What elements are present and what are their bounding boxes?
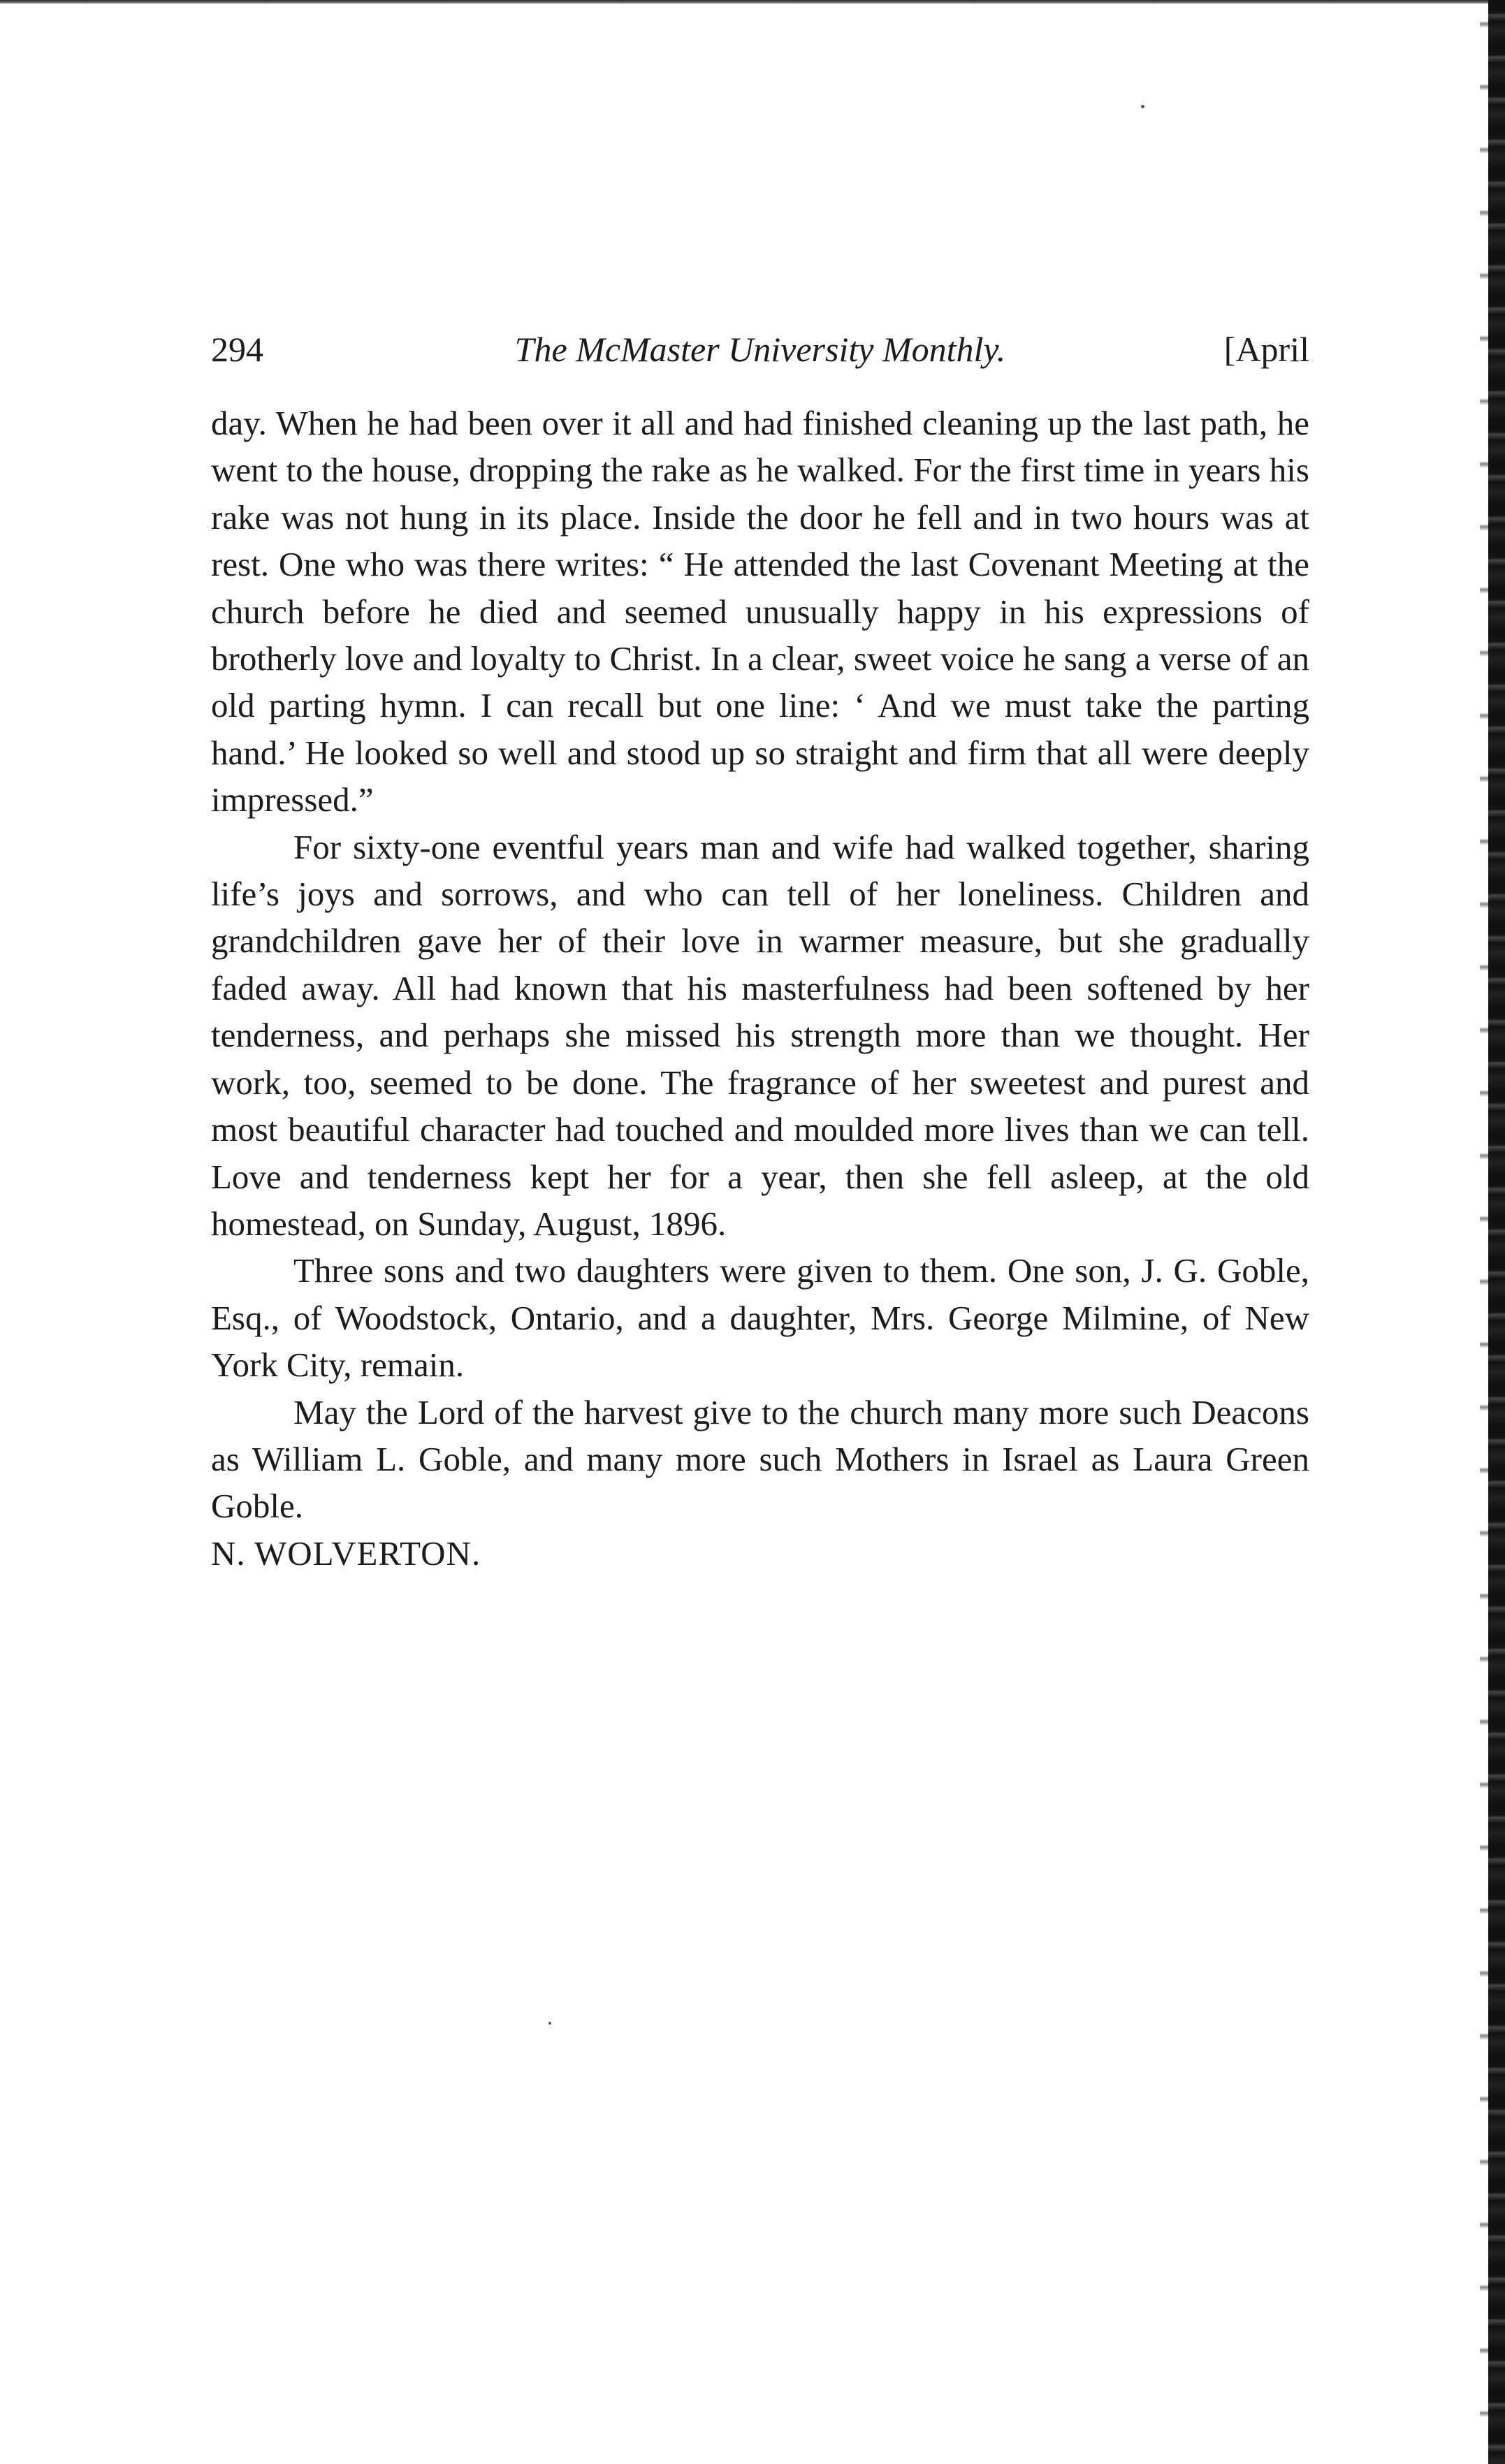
- scan-top-edge: [0, 0, 1505, 4]
- header-month: [April: [1223, 330, 1309, 369]
- paragraph: Three sons and two daughters were given to them. One son, J. G. Goble, Esq., of Woodstock, Ontario, and a daughter, Mrs. George Milmine, of New York City, remain.: [211, 1251, 1309, 1385]
- scan-right-edge: [1488, 0, 1505, 2464]
- running-title: The McMaster University Monthly.: [514, 330, 1006, 369]
- article-body: [211, 400, 1309, 1577]
- paragraph: For sixty-one eventful years man and wife had walked together, sharing life’s joys and sorrows, and who can tell of her loneliness. Children and grandchildren gave her of their love in warmer measure, but she gradually faded away. All had known that his masterfulness had been softened by her tenderness, and perhaps she missed his strength more than we thought. Her work, too, seemed to be done. The fragrance of her sweetest and purest and most beautiful character had touched and moulded more lives than we can tell. Love and tenderness kept her for a year, then she fell asleep, at the old homestead, on Sunday, August, 1896.: [211, 827, 1309, 1243]
- paragraph: May the Lord of the harvest give to the church many more such Deacons as William L. Goble, and many more such Mothers in Israel as Laura Green Goble.: [211, 1392, 1309, 1526]
- scan-speck: [1141, 105, 1144, 108]
- page-number: 294: [211, 330, 263, 369]
- author-signature: N. WOLVERTON.: [211, 1533, 481, 1573]
- scan-speck: [548, 2022, 551, 2025]
- paragraph-continued: day. When he had been over it all and had finished cleaning up the last path, he went to the house, dropping the rake as he walked. For the first time in years his rake was not hung in its place. Inside the door he fell and in two hours was at rest. One who was there writes: “ He attended the last Covenant Meeting at the church before he died and seemed unusually happy in his expressions of brotherly love and loyalty to Christ. In a clear, sweet voice he sang a verse of an old parting hymn. I can recall but one line: ‘ And we must take the parting hand.’ He looked so well and stood up so straight and firm that all were deeply impressed.”: [211, 404, 1309, 819]
- scan-right-shadow: [1480, 0, 1488, 2464]
- running-header: [211, 327, 1309, 372]
